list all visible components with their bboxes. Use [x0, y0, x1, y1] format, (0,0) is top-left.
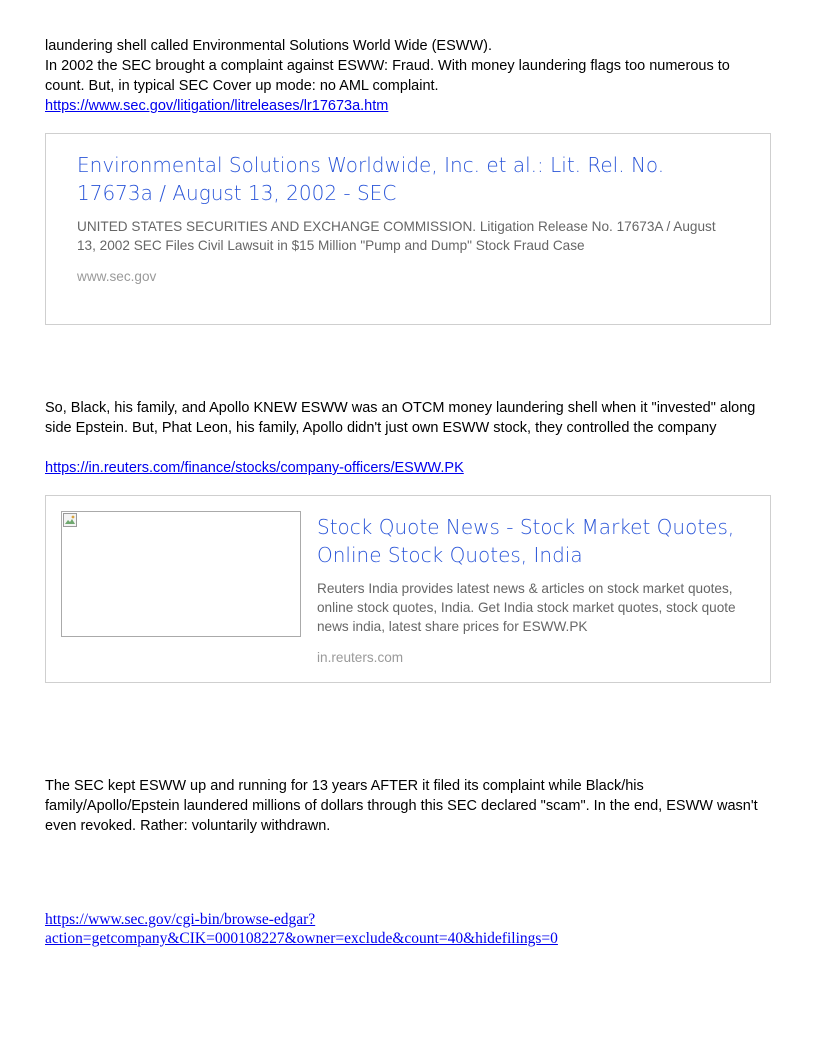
- edgar-browse-link[interactable]: [45, 911, 558, 947]
- card-title[interactable]: Stock Quote News - Stock Market Quotes, Online Stock Quotes, India: [317, 515, 735, 567]
- reuters-officers-link[interactable]: https://in.reuters.com/finance/stocks/company-officers/ESWW.PK: [45, 460, 464, 476]
- sec-link-preview-card[interactable]: [45, 133, 771, 325]
- sec-litigation-link[interactable]: https://www.sec.gov/litigation/litreleases/lr17673a.htm: [45, 98, 389, 114]
- card-domain: www.sec.gov: [77, 269, 157, 284]
- intro-line-2: In 2002 the SEC brought a complaint against ESWW: Fraud. With money laundering flags too numerous to count. But, in typical SEC Cover up mode: no AML complaint.: [45, 58, 730, 94]
- card-title[interactable]: Environmental Solutions Worldwide, Inc. et al.: Lit. Rel. No. 17673a / August 13, 2002 - SEC: [77, 153, 665, 205]
- intro-section: [45, 36, 771, 116]
- edgar-link-line-1[interactable]: https://www.sec.gov/cgi-bin/browse-edgar?: [45, 911, 316, 928]
- apollo-section: [45, 398, 771, 478]
- edgar-link-line-2[interactable]: action=getcompany&CIK=000108227&owner=exclude&count=40&hidefilings=0: [45, 930, 558, 947]
- card-description: Reuters India provides latest news & articles on stock market quotes, online stock quotes, India. Get India stock market quotes, stock quote news india, latest share prices for ESWW.PK: [317, 581, 736, 634]
- broken-image-icon: [63, 513, 77, 527]
- conclusion-paragraph: The SEC kept ESWW up and running for 13 years AFTER it filed its complaint while Black/his family/Apollo/Epstein laundered millions of dollars through this SEC declared "scam". In the end, ESWW wasn't even revoked. Rather: voluntarily withdrawn.: [45, 778, 758, 834]
- edgar-link-section: [45, 910, 771, 948]
- card-description: UNITED STATES SECURITIES AND EXCHANGE COMMISSION. Litigation Release No. 17673A / August 13, 2002 SEC Files Civil Lawsuit in $15 Million "Pump and Dump" Stock Fraud Case: [77, 219, 716, 253]
- preview-image[interactable]: [61, 511, 301, 637]
- card-domain: in.reuters.com: [317, 650, 404, 665]
- apollo-paragraph: So, Black, his family, and Apollo KNEW ESWW was an OTCM money laundering shell when it "invested" along side Epstein. But, Phat Leon, his family, Apollo didn't just own ESWW stock, they controlled the company: [45, 400, 756, 436]
- reuters-link-preview-card[interactable]: [45, 495, 771, 683]
- conclusion-section: [45, 776, 771, 836]
- intro-line-1: laundering shell called Environmental Solutions World Wide (ESWW).: [45, 38, 493, 54]
